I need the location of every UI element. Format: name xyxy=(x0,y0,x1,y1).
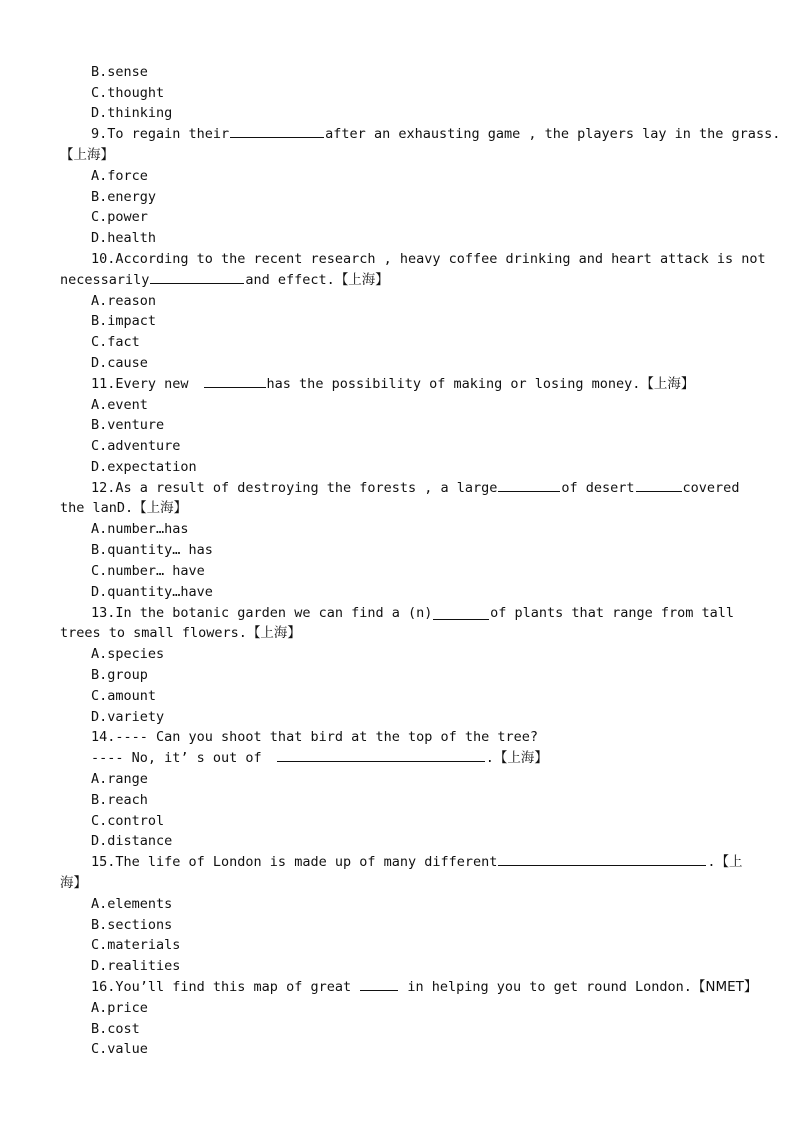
question-text: ---- No, it’ s out of xyxy=(91,750,262,766)
answer-blank xyxy=(204,375,266,388)
question-text: has the possibility of making or losing money. xyxy=(266,376,641,392)
answer-blank xyxy=(360,978,398,991)
option-line: D.cause xyxy=(91,355,148,371)
question-text: 13.In the botanic garden we can find a (n) xyxy=(91,605,433,621)
option-line: A.event xyxy=(91,397,148,413)
question-text: of desert xyxy=(561,480,635,496)
option-line: D.variety xyxy=(91,709,165,725)
question-14-line: 14.---- Can you shoot that bird at the top of the tree? xyxy=(91,729,539,745)
question-text: 15.The life of London is made up of many different xyxy=(91,854,498,870)
option-line: B.cost xyxy=(91,1021,140,1037)
question-text: . xyxy=(707,854,716,870)
option-line: B.impact xyxy=(91,313,157,329)
question-text: . xyxy=(485,750,494,766)
option-line: C.fact xyxy=(91,334,140,350)
option-line: D.quantity…have xyxy=(91,584,213,600)
option-line: C.number… have xyxy=(91,563,205,579)
option-line: A.range xyxy=(91,771,148,787)
option-line: C.amount xyxy=(91,688,157,704)
source-tag: 【上海】 xyxy=(60,147,114,163)
question-15-line xyxy=(91,852,743,872)
source-tag: 【NMET】 xyxy=(691,979,758,995)
option-line: C.value xyxy=(91,1041,148,1057)
option-line: B.energy xyxy=(91,189,157,205)
option-line: A.reason xyxy=(91,293,157,309)
option-line: A.force xyxy=(91,168,148,184)
question-text: after an exhausting game , the players lay in the grass. xyxy=(325,126,781,142)
source-tag: 【上海】 xyxy=(334,272,389,288)
option-line: C.control xyxy=(91,813,165,829)
option-line: B.quantity… has xyxy=(91,542,213,558)
question-14-line-2 xyxy=(91,748,548,768)
question-text: covered xyxy=(682,480,740,496)
question-10-line: 10.According to the recent research , heavy coffee drinking and heart attack is not xyxy=(91,251,766,267)
question-13-line-2 xyxy=(60,623,301,643)
option-line: D.thinking xyxy=(91,105,173,121)
source-tag: 海】 xyxy=(60,875,87,891)
question-11-line xyxy=(91,374,694,394)
question-12-line-2 xyxy=(60,498,187,518)
option-line: C.materials xyxy=(91,937,181,953)
question-text: necessarily xyxy=(60,272,150,288)
question-12-line xyxy=(91,478,740,498)
answer-blank xyxy=(636,479,682,492)
option-line: C.adventure xyxy=(91,438,181,454)
option-line: B.reach xyxy=(91,792,148,808)
question-text: 11.Every new xyxy=(91,376,189,392)
option-line: B.sense xyxy=(91,64,148,80)
question-text: the lanD. xyxy=(60,500,134,516)
question-text: 16.You’ll find this map of great xyxy=(91,979,352,995)
source-tag: 【上海】 xyxy=(640,376,695,392)
option-line: A.number…has xyxy=(91,521,189,537)
option-line: A.price xyxy=(91,1000,148,1016)
answer-blank xyxy=(498,479,560,492)
question-9-line xyxy=(91,124,780,144)
question-13-line xyxy=(91,603,734,623)
question-text: of plants that range from tall xyxy=(490,605,734,621)
question-text: 9.To regain their xyxy=(91,126,230,142)
answer-blank xyxy=(498,853,706,866)
option-line: A.species xyxy=(91,646,165,662)
question-text: 12.As a result of destroying the forests , a large xyxy=(91,480,498,496)
source-tag: 【上海】 xyxy=(246,625,301,641)
source-tag: 【上海】 xyxy=(493,750,548,766)
answer-blank xyxy=(230,125,324,138)
source-tag: 【上海】 xyxy=(133,500,188,516)
question-text: trees to small flowers. xyxy=(60,625,247,641)
answer-blank xyxy=(433,607,489,620)
question-16-line xyxy=(91,977,757,997)
option-line: D.distance xyxy=(91,833,173,849)
option-line: B.group xyxy=(91,667,148,683)
question-10-line-2 xyxy=(60,270,389,290)
option-line: C.thought xyxy=(91,85,165,101)
option-line: B.sections xyxy=(91,917,173,933)
option-line: D.health xyxy=(91,230,157,246)
answer-blank xyxy=(150,271,244,284)
question-text: and effect. xyxy=(245,272,335,288)
option-line: B.venture xyxy=(91,417,165,433)
question-text: in helping you to get round London. xyxy=(407,979,692,995)
option-line: D.expectation xyxy=(91,459,197,475)
option-line: C.power xyxy=(91,209,148,225)
answer-blank xyxy=(277,749,485,762)
option-line: D.realities xyxy=(91,958,181,974)
source-tag: 【上 xyxy=(715,854,743,870)
option-line: A.elements xyxy=(91,896,173,912)
